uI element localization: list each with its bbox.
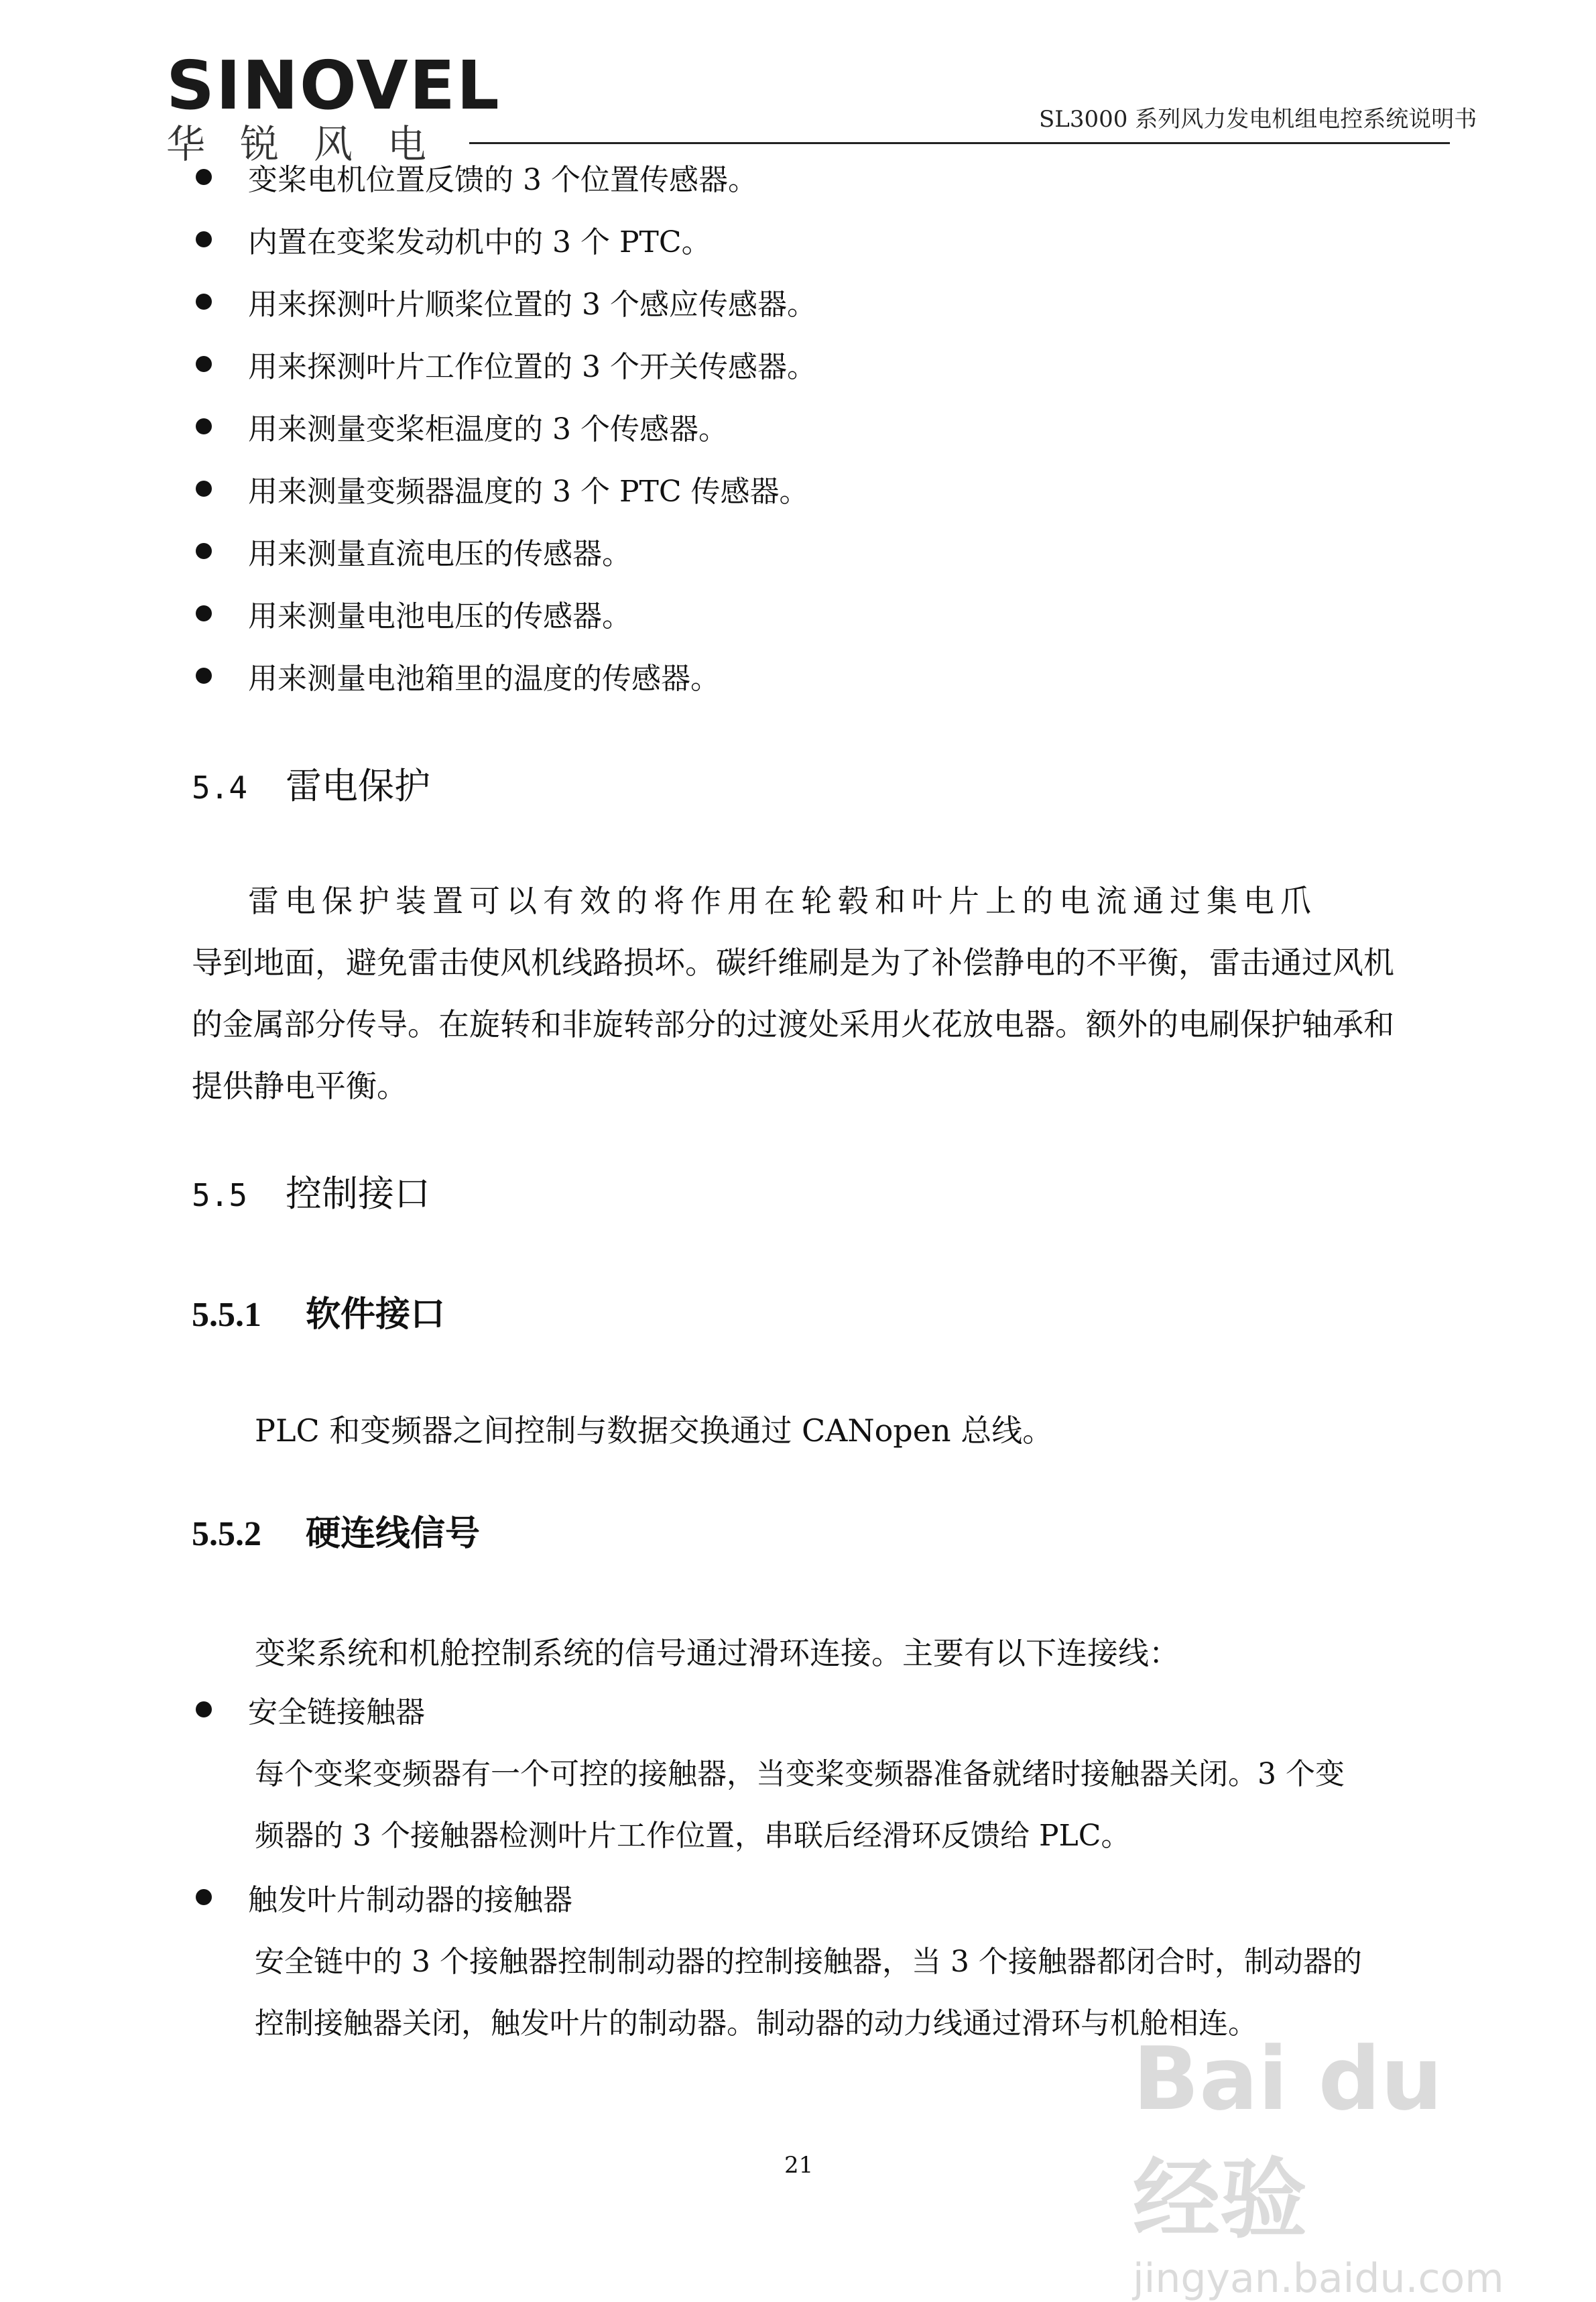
bullet-icon (196, 668, 212, 684)
paragraph-line: 变桨系统和机舱控制系统的信号通过滑环连接。主要有以下连接线： (255, 1635, 1180, 1671)
paragraph-line: 提供静电平衡。 (192, 1068, 408, 1104)
list-item-text: 用来探测叶片工作位置的 3 个开关传感器。 (248, 350, 816, 384)
watermark-brand: Bai du 经验 (1133, 2028, 1443, 2250)
company-logo (166, 46, 501, 167)
list-item-text: 用来探测叶片顺桨位置的 3 个感应传感器。 (248, 288, 816, 322)
bullet-icon (196, 543, 212, 559)
logo-subtitle: 华锐风电 (166, 121, 462, 167)
list-item-detail: 频器的 3 个接触器检测叶片工作位置，串联后经滑环反馈给 PLC。 (255, 1819, 1131, 1853)
bullet-icon (196, 356, 212, 372)
section-number: 5.5 (192, 1177, 248, 1213)
list-item (0, 218, 1596, 271)
list-item (0, 156, 1596, 209)
list-item-text: 用来测量电池箱里的温度的传感器。 (248, 662, 720, 696)
paragraph-line: 雷电保护装置可以有效的将作用在轮毂和叶片上的电流通过集电爪 (248, 883, 1317, 919)
bullet-icon (196, 294, 212, 310)
baidu-watermark (1133, 2028, 1508, 2302)
subsection-title: 硬连线信号 (306, 1514, 481, 1554)
list-item-text: 用来测量直流电压的传感器。 (248, 537, 631, 571)
list-item (0, 654, 1596, 708)
list-item (0, 467, 1596, 521)
list-item (0, 592, 1596, 646)
list-item (0, 1876, 1596, 1929)
subsection-heading-5-5-2 (192, 1505, 480, 1555)
logo-text: SINOVEL (166, 46, 501, 125)
bullet-icon (196, 605, 212, 621)
paragraph-line: 的金属部分传导。在旋转和非旋转部分的过渡处采用火花放电器。额外的电刷保护轴承和 (192, 1006, 1394, 1042)
list-item-detail: 控制接触器关闭，触发叶片的制动器。制动器的动力线通过滑环与机舱相连。 (255, 2006, 1257, 2041)
list-item-detail: 每个变桨变频器有一个可控的接触器，当变桨变频器准备就绪时接触器关闭。3 个变 (255, 1757, 1345, 1791)
section-number: 5.4 (192, 770, 248, 806)
watermark-url: jingyan.baidu.com (1133, 2255, 1504, 2302)
subsection-heading-5-5-1 (192, 1286, 445, 1336)
paragraph-line: PLC 和变频器之间控制与数据交换通过 CANopen 总线。 (255, 1412, 1054, 1449)
bullet-icon (196, 169, 212, 185)
page-number: 21 (784, 2152, 814, 2179)
paragraph-line: 导到地面，避免雷击使风机线路损坏。碳纤维刷是为了补偿静电的不平衡，雷击通过风机 (192, 945, 1394, 981)
bullet-icon (196, 1701, 212, 1717)
list-item-title: 触发叶片制动器的接触器 (248, 1883, 572, 1917)
list-item-text: 变桨电机位置反馈的 3 个位置传感器。 (248, 163, 757, 197)
bullet-icon (196, 1889, 212, 1905)
subsection-number: 5.5.1 (192, 1296, 261, 1334)
section-title: 雷电保护 (286, 765, 430, 807)
list-item-text: 用来测量变桨柜温度的 3 个传感器。 (248, 412, 728, 446)
list-item-title: 安全链接触器 (248, 1695, 425, 1730)
list-item (0, 1688, 1596, 1742)
section-title: 控制接口 (286, 1172, 430, 1215)
bullet-icon (196, 481, 212, 497)
list-item (0, 280, 1596, 334)
list-item (0, 405, 1596, 459)
bullet-icon (196, 418, 212, 434)
header-divider (469, 142, 1450, 144)
list-item-text: 内置在变桨发动机中的 3 个 PTC。 (248, 225, 711, 259)
list-item-text: 用来测量电池电压的传感器。 (248, 599, 631, 633)
section-heading-5-4 (192, 758, 430, 809)
list-item (0, 343, 1596, 396)
subsection-title: 软件接口 (306, 1294, 446, 1335)
list-item (0, 530, 1596, 583)
bullet-icon (196, 231, 212, 247)
section-heading-5-5 (192, 1165, 430, 1217)
list-item-text: 用来测量变频器温度的 3 个 PTC 传感器。 (248, 475, 809, 509)
subsection-number: 5.5.2 (192, 1515, 261, 1553)
list-item-detail: 安全链中的 3 个接触器控制制动器的控制接触器，当 3 个接触器都闭合时，制动器的 (255, 1945, 1362, 1979)
document-title: SL3000 系列风力发电机组电控系统说明书 (1039, 106, 1477, 133)
